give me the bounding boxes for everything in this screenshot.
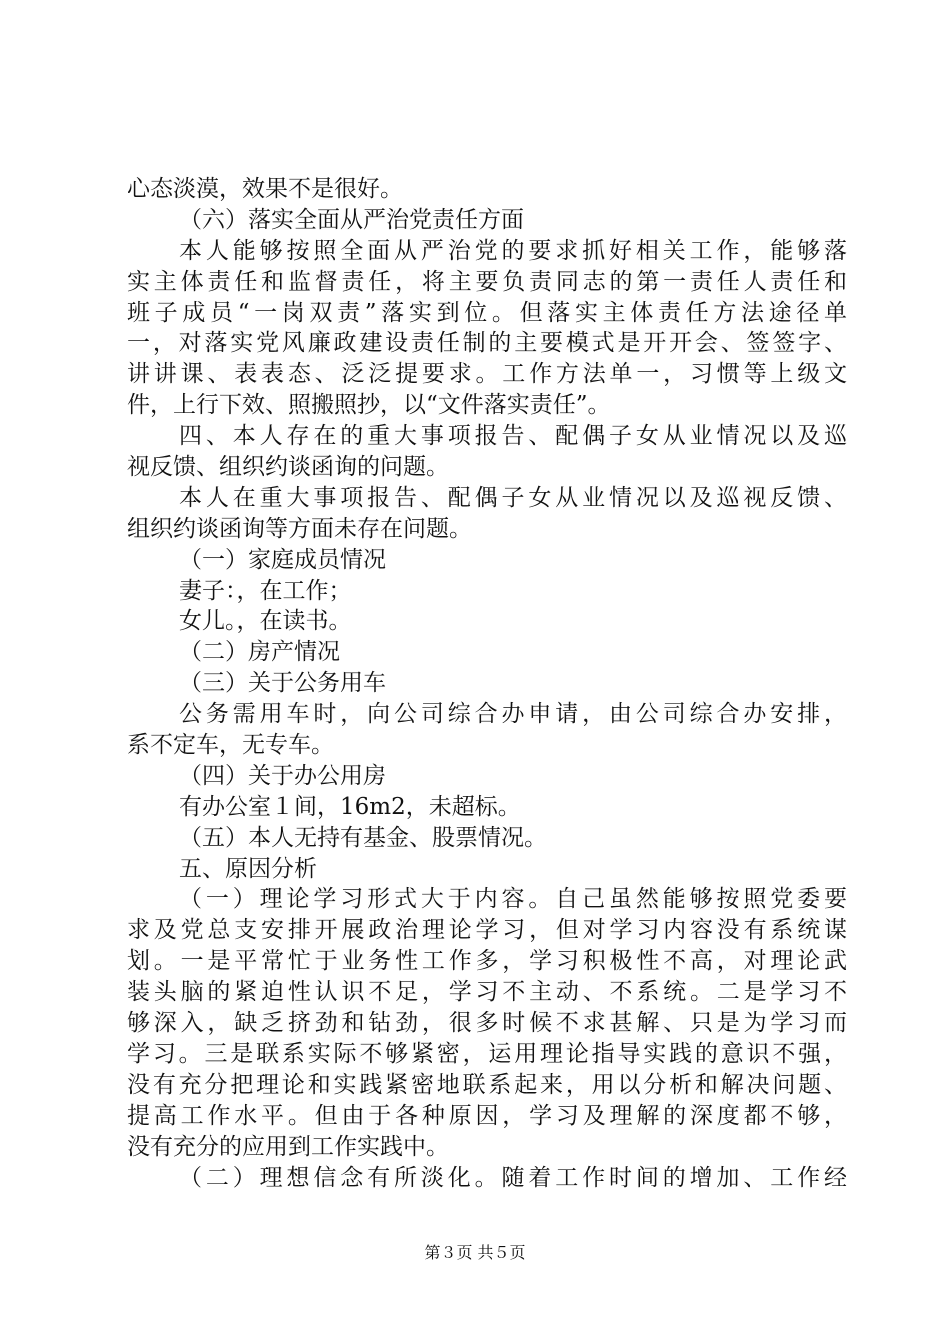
text-line: 视反馈、组织约谈函询的问题。: [127, 454, 449, 481]
text-line: 心态淡漠，效果不是很好。: [127, 176, 403, 202]
page-footer: 第３页 共５页: [424, 1243, 526, 1262]
text-line: 女儿。，在读书。: [179, 608, 352, 635]
text-line: 提高工作水平。但由于各种原因，学习及理解的深度都不够，: [127, 1102, 847, 1129]
text-line: 件，上行下效、照搬照抄，以“文件落实责任”。: [127, 392, 611, 419]
text-line: 装头脑的紧迫性认识不足，学习不主动、不系统。二是学习不: [127, 979, 847, 1006]
text-line: 求及党总支安排开展政治理论学习，但对学习内容没有系统谋: [127, 917, 847, 944]
text-line: 讲讲课、表表态、泛泛提要求。工作方法单一，习惯等上级文: [127, 361, 847, 388]
text-line: （五）本人无持有基金、股票情况。: [179, 824, 547, 851]
text-line: 系不定车，无专车。: [127, 732, 334, 759]
text-line: 组织约谈函询等方面未存在问题。: [127, 515, 472, 542]
text-line: 班子成员“一岗双责”落实到位。但落实主体责任方法途径单: [127, 299, 847, 326]
text-line: 没有充分把理论和实践紧密地联系起来，用以分析和解决问题、: [127, 1071, 847, 1098]
text-line: 有办公室１间，16m2，未超标。: [179, 793, 521, 820]
text-line: 公务需用车时，向公司综合办申请，由公司综合办安排，: [179, 701, 847, 728]
text-line: 一，对落实党风廉政建设责任制的主要模式是开开会、签签字、: [127, 330, 847, 357]
text-line: 妻子：，在工作；: [179, 577, 352, 604]
text-line: 没有充分的应用到工作实践中。: [127, 1133, 449, 1160]
text-line: （一）家庭成员情况: [179, 546, 386, 573]
text-line: （二）理想信念有所淡化。随着工作时间的增加、工作经: [179, 1164, 847, 1191]
text-line: 本人在重大事项报告、配偶子女从业情况以及巡视反馈、: [179, 484, 847, 511]
document-body: [127, 174, 847, 1193]
text-line: 划。一是平常忙于业务性工作多，学习积极性不高，对理论武: [127, 948, 847, 975]
text-line: （二）房产情况: [179, 639, 340, 666]
text-line: （一）理论学习形式大于内容。自己虽然能够按照党委要: [179, 886, 847, 913]
text-line: 五、原因分析: [179, 855, 317, 882]
text-line: 学习。三是联系实际不够紧密，运用理论指导实践的意识不强，: [127, 1040, 847, 1067]
text-line: 实主体责任和监督责任，将主要负责同志的第一责任人责任和: [127, 268, 847, 295]
text-line: （四）关于办公用房: [179, 762, 386, 789]
text-line: 四、本人存在的重大事项报告、配偶子女从业情况以及巡: [179, 423, 847, 450]
text-line: 够深入，缺乏挤劲和钻劲，很多时候不求甚解、只是为学习而: [127, 1010, 847, 1037]
text-line: 本人能够按照全面从严治党的要求抓好相关工作，能够落: [179, 237, 847, 264]
text-line: （六）落实全面从严治党责任方面: [179, 206, 524, 233]
text-line: （三）关于公务用车: [179, 670, 386, 697]
